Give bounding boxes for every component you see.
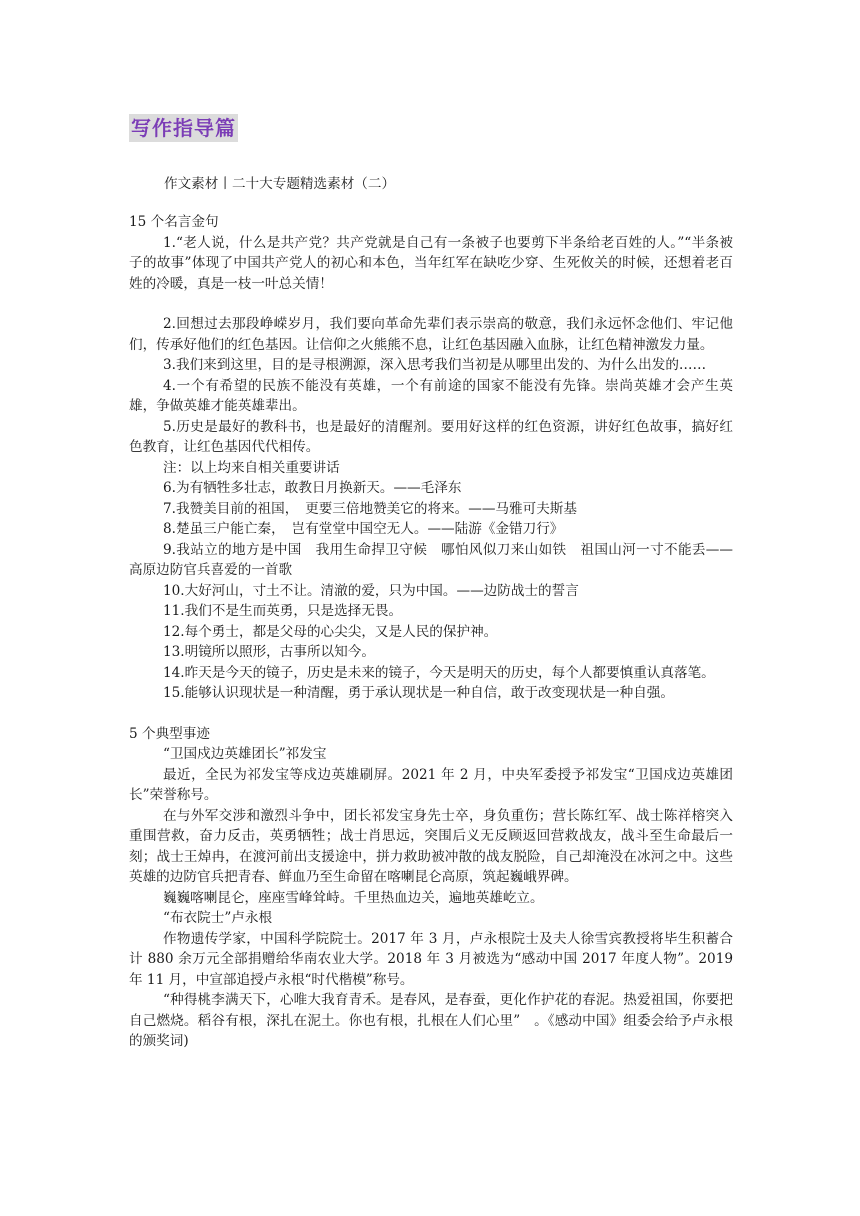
quote-item: 3.我们来到这里，目的是寻根溯源，深入思考我们当初是从哪里出发的、为什么出发的……	[163, 357, 707, 373]
quote-note: 注：以上均来自相关重要讲话	[163, 459, 340, 476]
cases-heading: 5 个典型事迹	[129, 725, 210, 742]
case-paragraph: 最近，全民为祁发宝等戍边英雄刷屏。2021 年 2 月，中央军委授予祁发宝“卫国戍边英雄团长”荣誉称号。	[129, 766, 733, 803]
quote-item: 4.一个有希望的民族不能没有英雄，一个有前途的国家不能没有先锋。崇尚英雄才会产生英雄，争做英雄才能英雄辈出。	[129, 377, 733, 414]
case-title: “卫国戍边英雄团长”祁发宝	[163, 746, 327, 762]
case-paragraph: 巍巍喀喇昆仑，座座雪峰耸峙。千里热血边关，遍地英雄屹立。	[163, 889, 544, 906]
quote-item: 7.我赞美目前的祖国， 更要三倍地赞美它的将来。——马雅可夫斯基	[163, 500, 577, 517]
quote-item: 14.昨天是今天的镜子，历史是未来的镜子，今天是明天的历史，每个人都要慎重认真落笔。	[163, 664, 715, 681]
quote-item: 11.我们不是生而英勇，只是选择无畏。	[163, 603, 403, 619]
document-body	[129, 212, 733, 1052]
case-paragraph: 在与外军交涉和激烈斗争中，团长祁发宝身先士卒，身负重伤；营长陈红军、战士陈祥榕突入重围营救，奋力反击，英勇牺牲；战士肖思远，突围后义无反顾返回营救战友，战斗至生命最后一刻；战士王焯冉，在渡河前出支援途中，拼力救助被冲散的战友脱险，自己却淹没在冰河之中。这些英雄的边防官兵把青春、鲜血乃至生命留在喀喇昆仑高原，筑起巍峨界碑。	[129, 807, 733, 885]
case-paragraph: “种得桃李满天下，心唯大我育青禾。是春风，是春蚕，更化作护花的春泥。热爱祖国，你要把自己燃烧。稻谷有根，深扎在泥土。你也有根，扎根在人们心里” 。《感动中国》组委会给予卢永根的颁奖词)	[129, 992, 733, 1049]
quote-item: 8.楚虽三户能亡秦， 岂有堂堂中国空无人。——陆游《金错刀行》	[163, 521, 564, 537]
quotes-heading: 15 个名言金句	[129, 214, 219, 230]
quote-item: 10.大好河山，寸土不让。清澈的爱，只为中国。——边防战士的誓言	[163, 582, 579, 599]
document-title: 作文素材丨二十大专题精选素材（二）	[164, 176, 396, 192]
quote-item: 6.为有牺牲多壮志，敢教日月换新天。——毛泽东	[163, 480, 462, 496]
quote-item: 13.明镜所以照形，古事所以知今。	[163, 644, 375, 660]
case-title: “布衣院士”卢永根	[163, 910, 273, 926]
quote-item: 9.我站立的地方是中国 我用生命捍卫守候 哪怕风似刀来山如铁 祖国山河一寸不能丢——高原边防官兵喜爱的一首歌	[129, 541, 733, 578]
quote-item: 5.历史是最好的教科书，也是最好的清醒剂。要用好这样的红色资源，讲好红色故事，搞好红色教育，让红色基因代代相传。	[129, 418, 733, 455]
section-heading: 写作指导篇	[131, 116, 236, 140]
quote-item: 2.回想过去那段峥嵘岁月，我们要向革命先辈们表示崇高的敬意，我们永远怀念他们、牢记他们，传承好他们的红色基因。让信仰之火熊熊不息，让红色基因融入血脉，让红色精神激发力量。	[129, 316, 733, 353]
quote-item: 1.“老人说，什么是共产党？共产党就是自己有一条被子也要剪下半条给老百姓的人。”“半条被子的故事”体现了中国共产党人的初心和本色，当年红军在缺吃少穿、生死攸关的时候，还想着老百姓的冷暖，真是一枝一叶总关情！	[129, 234, 733, 292]
quote-item: 15.能够认识现状是一种清醒，勇于承认现状是一种自信，敢于改变现状是一种自强。	[163, 685, 674, 701]
case-paragraph: 作物遗传学家，中国科学院院士。2017 年 3 月，卢永根院士及夫人徐雪宾教授将毕生积蓄合计 880 余万元全部捐赠给华南农业大学。2018 年 3 月被选为“感动中国 2017 年度人物”。2019 年 11 月，中宣部追授卢永根“时代楷模”称号。	[129, 930, 733, 988]
quote-item: 12.每个勇士，都是父母的心尖尖，又是人民的保护神。	[163, 623, 498, 640]
